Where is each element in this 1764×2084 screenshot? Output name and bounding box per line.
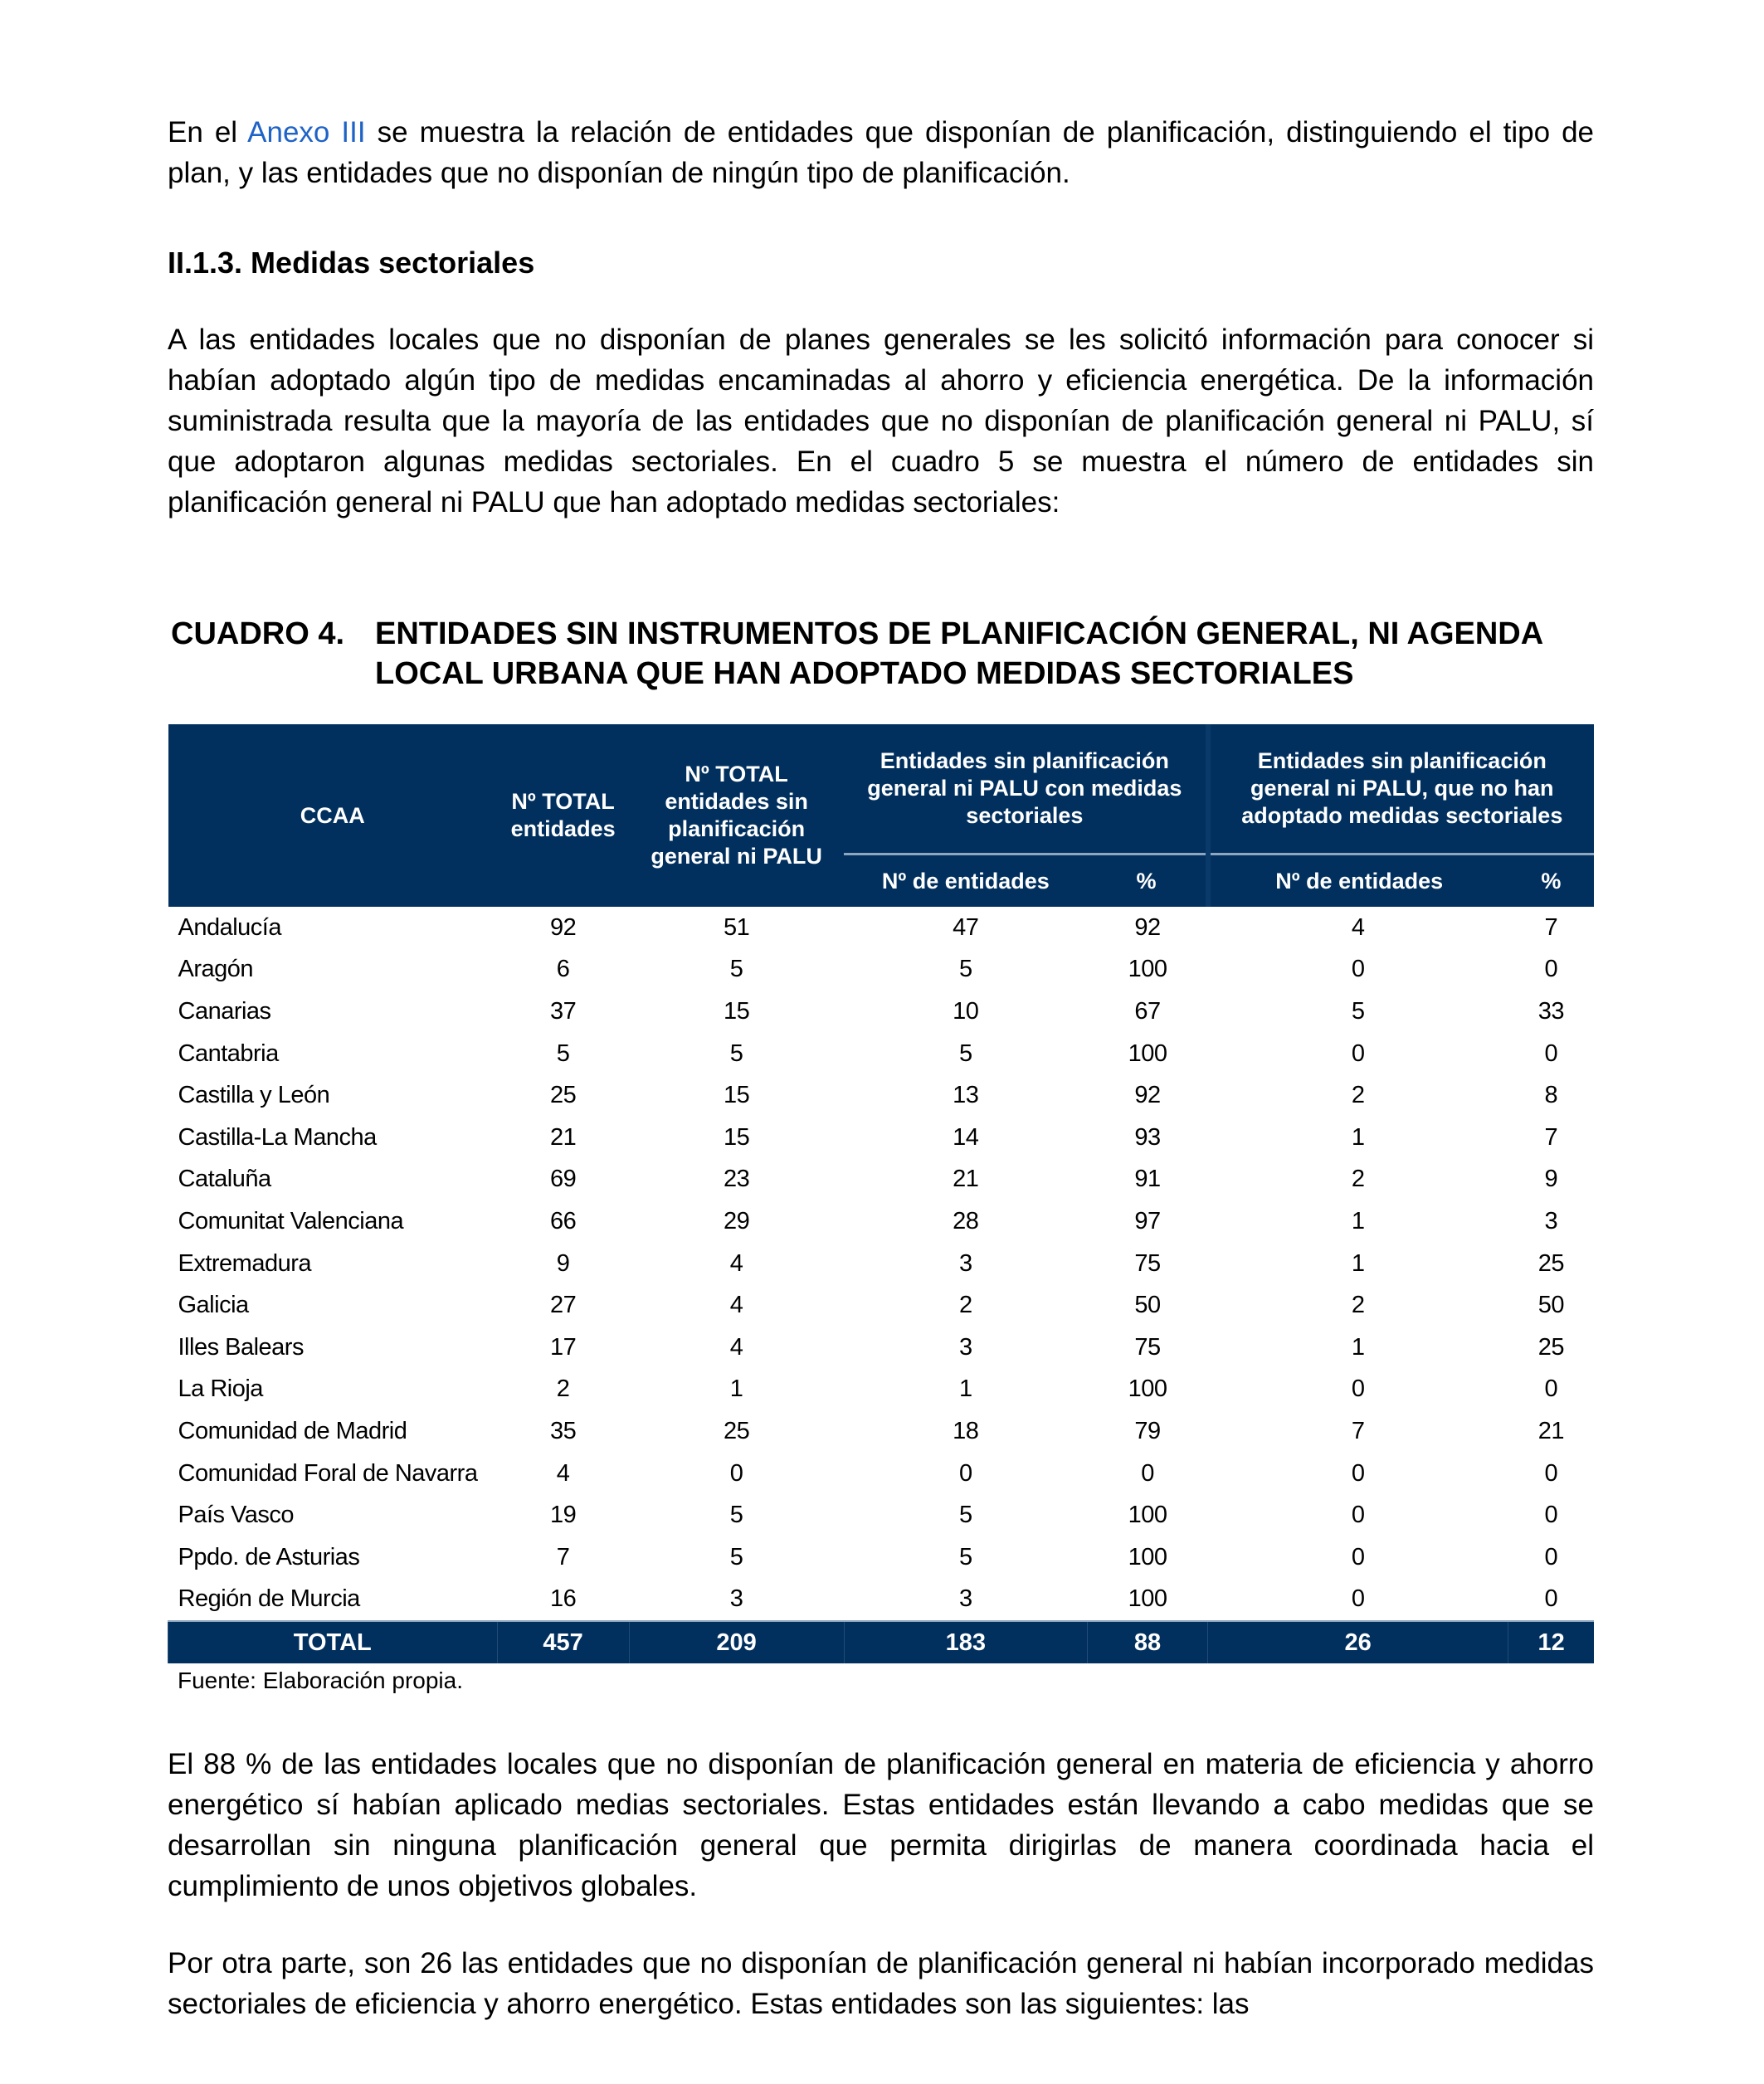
table-cell: 0: [1544, 1502, 1558, 1529]
table-cell: 25: [1537, 1249, 1564, 1277]
header-group-sin-medidas: Entidades sin planificación general ni PALU, que no han adoptado medidas sectoriales: [1208, 724, 1594, 855]
caption-line-2: LOCAL URBANA QUE HAN ADOPTADO MEDIDAS SECTORIALES: [375, 656, 1354, 691]
table-cell: 92: [1134, 913, 1161, 941]
table-cell: 7: [556, 1543, 570, 1570]
table-row: [168, 1410, 1595, 1453]
table-row: [168, 907, 1595, 949]
table-cell: 100: [1128, 1543, 1167, 1570]
total-cell: 457: [497, 1621, 629, 1663]
table-cell: 7: [1351, 1417, 1365, 1444]
table-row: [168, 991, 1595, 1033]
table-row: [168, 1536, 1595, 1579]
table-cell: 1: [729, 1376, 743, 1403]
table-cell: 75: [1134, 1333, 1161, 1361]
table-row: [168, 1074, 1595, 1117]
table-row: [168, 1369, 1595, 1411]
table-cell: 1: [1351, 1333, 1365, 1361]
table-cell: 25: [1537, 1333, 1564, 1361]
total-row: [168, 1621, 1595, 1663]
table-cell: 5: [958, 1040, 972, 1067]
table-cell: 100: [1128, 956, 1167, 983]
table-cell: 92: [1134, 1082, 1161, 1109]
table-cell: 1: [1351, 1207, 1365, 1234]
table-cell: 7: [1544, 913, 1558, 941]
table-row: [168, 1327, 1595, 1369]
ccaa-name: Cataluña: [178, 1166, 271, 1193]
table-cell: 51: [723, 913, 750, 941]
table-cell: 100: [1128, 1502, 1167, 1529]
table-row: [168, 1033, 1595, 1075]
table-cell: 9: [1544, 1166, 1558, 1193]
source-note: Fuente: Elaboración propia.: [178, 1668, 463, 1693]
table-cell: 93: [1134, 1123, 1161, 1151]
table-cell: 18: [953, 1417, 979, 1444]
table-cell: 25: [549, 1082, 577, 1109]
header-group-con-medidas: Entidades sin planificación general ni PALU con medidas sectoriales: [844, 724, 1207, 855]
table-cell: 5: [958, 1543, 972, 1570]
table-cell: 0: [958, 1459, 972, 1487]
table-cell: 23: [723, 1166, 750, 1193]
table-cell: 5: [729, 1502, 743, 1529]
header-pct-con: %: [1088, 855, 1208, 908]
table-cell: 3: [1544, 1207, 1558, 1234]
table-cell: 7: [1544, 1123, 1558, 1151]
table-row: [168, 1159, 1595, 1201]
table-cell: 4: [556, 1459, 570, 1487]
table-cell: 29: [723, 1207, 750, 1234]
total-cell: 183: [844, 1621, 1087, 1663]
table-cell: 1: [1351, 1123, 1365, 1151]
table-cell: 0: [1141, 1459, 1154, 1487]
section-heading: II.1.3. Medidas sectoriales: [168, 246, 535, 280]
ccaa-name: Illes Balears: [178, 1333, 304, 1361]
table-cell: 28: [953, 1207, 979, 1234]
ccaa-name: Andalucía: [178, 913, 281, 941]
table-cell: 0: [1544, 1585, 1558, 1613]
table-body: [168, 907, 1595, 1621]
table-cell: 2: [1351, 1166, 1365, 1193]
table-cell: 33: [1537, 997, 1564, 1025]
table-cell: 6: [556, 956, 570, 983]
table-cell: 0: [1351, 1459, 1365, 1487]
header-total: Nº TOTAL entidades: [497, 724, 629, 907]
table-cell: 21: [1537, 1417, 1564, 1444]
caption-line-1: ENTIDADES SIN INSTRUMENTOS DE PLANIFICACIÓN GENERAL, NI AGENDA: [375, 616, 1544, 651]
paragraph-medidas: A las entidades locales que no disponían de planes generales se les solicitó información para conocer si habían adoptado algún tipo de medidas encaminadas al ahorro y eficiencia energética. De la información suministrada resulta que la mayoría de las entidades que no disponían de planificación general ni PALU, sí que adoptaron algunas medidas sectoriales. En el cuadro 5 se muestra el número de entidades sin planificación general ni PALU que han adoptado medidas sectoriales:: [168, 324, 1594, 519]
table-cell: 2: [1351, 1292, 1365, 1319]
table-caption: [168, 614, 1594, 694]
table-cell: 8: [1544, 1082, 1558, 1109]
table-cell: 4: [729, 1333, 743, 1361]
table-cell: 15: [723, 997, 750, 1025]
table-cell: 10: [953, 997, 979, 1025]
table-cell: 47: [953, 913, 979, 941]
table-cell: 0: [1544, 1543, 1558, 1570]
entities-table: [168, 724, 1594, 1663]
table-cell: 0: [729, 1459, 743, 1487]
table-cell: 79: [1134, 1417, 1161, 1444]
table-cell: 14: [953, 1123, 979, 1151]
table-cell: 13: [953, 1082, 979, 1109]
ccaa-name: Región de Murcia: [178, 1585, 360, 1613]
table-cell: 1: [1351, 1249, 1365, 1277]
table-cell: 5: [958, 1502, 972, 1529]
table-row: [168, 1200, 1595, 1243]
total-cell: 26: [1208, 1621, 1508, 1663]
paragraph-88: El 88 % de las entidades locales que no disponían de planificación general en materia de eficiencia y ahorro energético sí habían aplicado medias sectoriales. Estas entidades están llevando a cabo medidas que se desarrollan sin ninguna planificación general que permita dirigirlas de manera coordinada hacia el cumplimiento de unos objetivos globales.: [168, 1748, 1594, 1902]
ccaa-name: Galicia: [178, 1292, 249, 1319]
table-cell: 50: [1134, 1292, 1161, 1319]
table-cell: 0: [1351, 1543, 1365, 1570]
table-cell: 19: [549, 1502, 577, 1529]
header-pct-sin: %: [1508, 855, 1594, 908]
total-cell: 88: [1088, 1621, 1208, 1663]
table-cell: 3: [958, 1249, 972, 1277]
table-cell: 21: [953, 1166, 979, 1193]
header-n-sin: Nº de entidades: [1208, 855, 1508, 908]
table-cell: 4: [1351, 913, 1365, 941]
ccaa-name: Castilla y León: [178, 1082, 330, 1109]
table-cell: 3: [958, 1585, 972, 1613]
total-cell: 209: [629, 1621, 844, 1663]
ccaa-name: Cantabria: [178, 1040, 279, 1067]
ccaa-name: Canarias: [178, 997, 271, 1025]
intro-paragraph: En el Anexo III se muestra la relación de entidades que disponían de planificación, distinguiendo el tipo de plan, y las entidades que no disponían de ningún tipo de planificación.: [168, 116, 1595, 189]
table-row: [168, 1579, 1595, 1622]
table-row: [168, 1243, 1595, 1285]
table-cell: 0: [1351, 1585, 1365, 1613]
table-cell: 66: [549, 1207, 577, 1234]
table-cell: 67: [1134, 997, 1161, 1025]
ccaa-name: Comunidad de Madrid: [178, 1417, 407, 1444]
table-cell: 50: [1537, 1292, 1564, 1319]
table-cell: 5: [958, 956, 972, 983]
ccaa-name: País Vasco: [178, 1502, 295, 1529]
table-cell: 37: [549, 997, 577, 1025]
table-cell: 75: [1134, 1249, 1161, 1277]
table-cell: 0: [1544, 1459, 1558, 1487]
table-cell: 15: [723, 1123, 750, 1151]
table-cell: 97: [1134, 1207, 1161, 1234]
table-cell: 0: [1351, 956, 1365, 983]
ccaa-name: Ppdo. de Asturias: [178, 1543, 360, 1570]
table-cell: 15: [723, 1082, 750, 1109]
table-cell: 0: [1544, 1376, 1558, 1403]
table-row: [168, 1117, 1595, 1159]
table-cell: 92: [549, 913, 577, 941]
header-n-con: Nº de entidades: [844, 855, 1087, 908]
table-cell: 2: [958, 1292, 972, 1319]
table-cell: 0: [1544, 956, 1558, 983]
table-cell: 0: [1351, 1040, 1365, 1067]
total-label: TOTAL: [168, 1621, 498, 1663]
table-cell: 17: [549, 1333, 577, 1361]
table-cell: 5: [556, 1040, 570, 1067]
ccaa-name: Comunitat Valenciana: [178, 1207, 404, 1234]
table-cell: 4: [729, 1249, 743, 1277]
table-cell: 21: [549, 1123, 577, 1151]
table-cell: 0: [1544, 1040, 1558, 1067]
header-ccaa: CCAA: [168, 724, 498, 907]
header-total-sin: Nº TOTAL entidades sin planificación general ni PALU: [629, 724, 844, 907]
table-cell: 3: [958, 1333, 972, 1361]
table-cell: 9: [556, 1249, 570, 1277]
paragraph-26: Por otra parte, son 26 las entidades que no disponían de planificación general ni habían incorporado medidas sectoriales de eficiencia y ahorro energético. Estas entidades son las siguientes: las: [168, 1947, 1594, 2020]
table-row: [168, 949, 1595, 991]
table-cell: 69: [549, 1166, 577, 1193]
ccaa-name: La Rioja: [178, 1376, 263, 1403]
ccaa-name: Aragón: [178, 956, 254, 983]
table-row: [168, 1494, 1595, 1536]
table-cell: 100: [1128, 1040, 1167, 1067]
ccaa-name: Extremadura: [178, 1249, 312, 1277]
table-row: [168, 1284, 1595, 1327]
table-cell: 5: [1351, 997, 1365, 1025]
table-cell: 100: [1128, 1585, 1167, 1613]
table-cell: 27: [549, 1292, 577, 1319]
table-cell: 4: [729, 1292, 743, 1319]
total-cell: 12: [1508, 1621, 1594, 1663]
table-cell: 0: [1351, 1502, 1365, 1529]
table-cell: 5: [729, 1543, 743, 1570]
table-cell: 91: [1134, 1166, 1161, 1193]
table-cell: 0: [1351, 1376, 1365, 1403]
table-cell: 100: [1128, 1376, 1167, 1403]
table-cell: 2: [556, 1376, 570, 1403]
table-cell: 35: [549, 1417, 577, 1444]
ccaa-name: Comunidad Foral de Navarra: [178, 1459, 478, 1487]
table-cell: 16: [549, 1585, 577, 1613]
table-row: [168, 1453, 1595, 1495]
table-cell: 1: [958, 1376, 972, 1403]
table-cell: 3: [729, 1585, 743, 1613]
ccaa-name: Castilla-La Mancha: [178, 1123, 377, 1151]
table-cell: 5: [729, 1040, 743, 1067]
anexo-iii-link[interactable]: Anexo III: [247, 116, 366, 149]
table-cell: 2: [1351, 1082, 1365, 1109]
caption-number: CUADRO 4.: [171, 616, 345, 651]
table-cell: 25: [723, 1417, 750, 1444]
table-cell: 5: [729, 956, 743, 983]
